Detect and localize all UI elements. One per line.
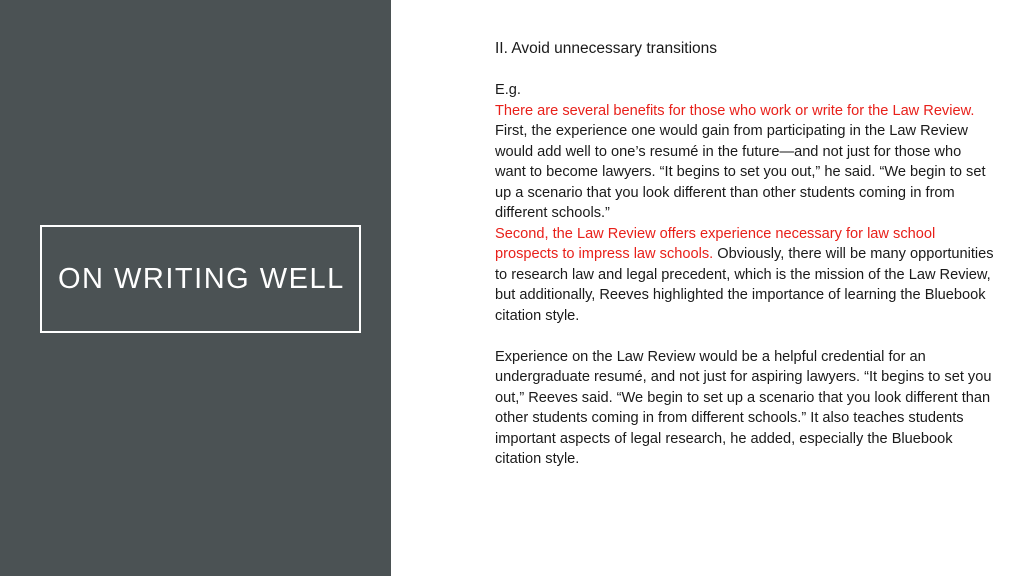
example-paragraph-1 <box>495 101 995 327</box>
highlighted-sentence-1: There are several benefits for those who work or write for the Law Review. <box>495 102 975 119</box>
slide-title: ON WRITING WELL <box>58 262 345 295</box>
section-heading: II. Avoid unnecessary transitions <box>495 40 718 57</box>
highlighted-sentence-2: Second, the Law Review offers experience necessary for law school prospects to impress law schools. <box>495 225 936 262</box>
example-paragraph-2: Experience on the Law Review would be a helpful credential for an undergraduate resumé, and not just for aspiring lawyers. “It begins to set you out,” Reeves said. “We begin to set up a scenario that you look different than other students coming in from different schools.” It also teaches students important aspects of legal research, he added, especially the Bluebook citation style. <box>495 348 992 467</box>
example-label: E.g. <box>495 82 521 98</box>
body-text-2: Obviously, there will be many opportunities to research law and legal precedent, which is the mission of the Law Review, but additionally, Reeves highlighted the importance of learning the Bluebook citation style. <box>495 246 994 324</box>
left-panel <box>0 0 391 576</box>
content-area <box>495 38 995 470</box>
body-text-1: First, the experience one would gain from participating in the Law Review would add well to one’s resumé in the future—and not just for those who want to become lawyers. “It begins to set you out,” he said. “We begin to set up a scenario that you look different than other students coming in from different schools.” <box>495 123 986 221</box>
title-box <box>40 225 361 333</box>
